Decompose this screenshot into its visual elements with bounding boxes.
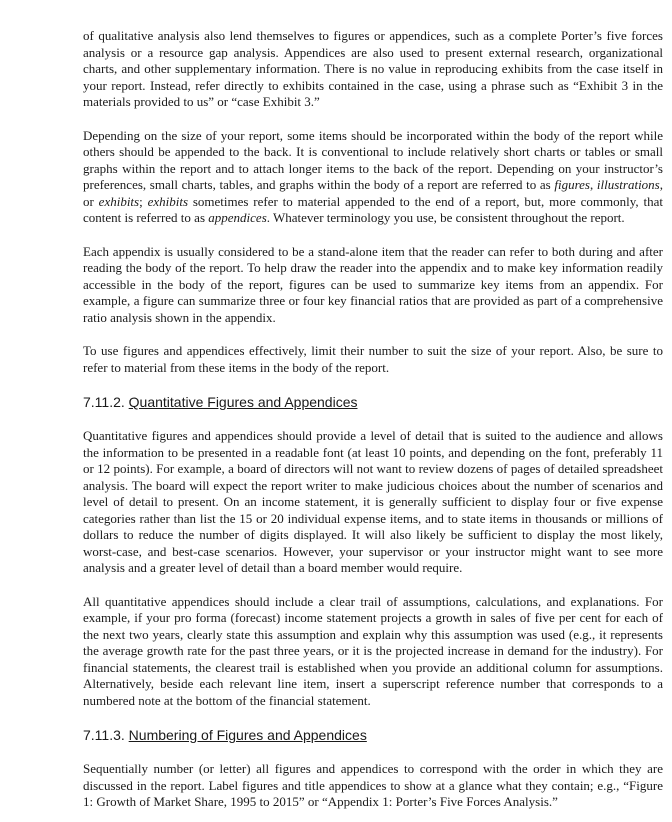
paragraph-sequential-numbering: Sequentially number (or letter) all figures and appendices to correspond with the order in which they are discussed in the report. Label figures and title appendices to show at a glance what they contain; e.g., “Figure 1: Growth of Market Share, 1995 to 2015” or “Appendix 1: Porter’s Five Forces Analysis.” [83, 761, 663, 809]
text-run: Depending on the size of your report, some items should be incorporated within the body of the report while others should be appended to the back. It is conventional to include relatively short charts or tables or small graphs within the report and to attach longer items to the back of the report. Depending on your instructor’s preferences, small charts, tables, and graphs within the body of a report are referred to as [83, 127, 663, 192]
italic-term-figures: figures [554, 177, 590, 192]
paragraph-assumptions-trail: All quantitative appendices should include a clear trail of assumptions, calculations, and explanations. For example, if your pro forma (forecast) income statement projects a growth in sales of five per cent for each of the next two years, clearly state this assumption and explain why this assumption was used (e.g., it represents the average growth rate for the past three years, or it is the projected increase in demand for the industry). For financial statements, the clearest trail is established when you provide an additional column for assumptions. Alternatively, beside each relevant line item, insert a superscript reference number that corresponds to a numbered note at the bottom of the financial statement. [83, 593, 663, 708]
text-run: ; [139, 193, 148, 209]
section-heading-numbering [83, 726, 663, 744]
italic-term-appendices: appendices [208, 210, 267, 225]
paragraph-standalone-appendix: Each appendix is usually considered to be a stand-alone item that the reader can refer to both during and after reading the body of the report. To help draw the reader into the appendix and to make key information readily accessible in the body of the report, figures can be used to summarize key items from an appendix. For example, a figure can summarize three or four key financial ratios that are provided as part of a comprehensive ratio analysis shown in the appendix. [83, 243, 663, 325]
paragraph-figures-vs-appendices [83, 128, 663, 227]
text-run: sometimes refer to material appended to the end of a report, but, more commonly, that content is referred to as [83, 193, 663, 225]
section-number: 7.11.3. [83, 727, 125, 743]
text-run: , [590, 177, 597, 192]
text-run: , or [83, 177, 663, 209]
paragraph-level-of-detail: Quantitative figures and appendices should provide a level of detail that is suited to the audience and allows the information to be presented in a readable font (at least 10 points, and depending on the font, preferably 11 or 12 points). For example, a board of directors will not want to review dozens of pages of detailed spreadsheet analysis. The board will expect the report writer to make judicious choices about the number of scenarios and level of detail to present. On an income statement, it is generally sufficient to display four or five expense categories rather than list the 15 or 20 individual expense items, and to state items in thousands or millions of dollars to reduce the number of digits displayed. It will also likely be sufficient to display the most likely, worst-case, and best-case scenarios. However, your supervisor or your instructor might want to see more analysis and a greater level of detail than a board member would require. [83, 428, 663, 575]
paragraph-limit-number: To use figures and appendices effectively, limit their number to suit the size of your report. Also, be sure to refer to material from these items in the body of the report. [83, 343, 663, 375]
section-number: 7.11.2. [83, 394, 125, 410]
section-title-link-quantitative[interactable]: Quantitative Figures and Appendices [128, 394, 358, 410]
paragraph-qualitative-analysis: of qualitative analysis also lend themselves to figures or appendices, such as a complete Porter’s five forces analysis or a resource gap analysis. Appendices are also used to present external research, organizational charts, and other supplementary information. There is no value in reproducing exhibits from the case itself in your report. Instead, refer directly to exhibits contained in the case, using a phrase such as “Exhibit 3 in the materials provided to us” or “case Exhibit 3.” [83, 28, 663, 109]
italic-term-illustrations: illustrations [596, 177, 660, 192]
section-heading-quantitative [83, 393, 663, 411]
italic-term-exhibits: exhibits [98, 193, 140, 209]
text-run: . Whatever terminology you use, be consistent throughout the report. [266, 210, 625, 225]
document-page [83, 0, 663, 811]
section-title-link-numbering[interactable]: Numbering of Figures and Appendices [128, 727, 367, 743]
italic-term-exhibits-2: exhibits [147, 193, 188, 209]
